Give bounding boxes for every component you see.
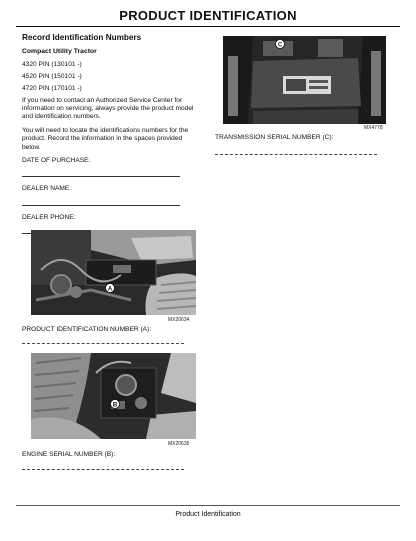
pin-4720: 4720 PIN (170101 -)	[22, 84, 82, 92]
pin-4520: 4520 PIN (150101 -)	[22, 72, 82, 80]
dealer-phone-label: DEALER PHONE:	[22, 213, 76, 221]
dealer-name-label: DEALER NAME:	[22, 185, 72, 193]
date-of-purchase-line	[22, 165, 180, 177]
engine-fig-id: MX20635	[168, 441, 190, 447]
footer-rule	[16, 505, 400, 506]
transmission-serial-entry-line	[215, 154, 377, 155]
product-id-label: PRODUCT IDENTIFICATION NUMBER (A):	[22, 326, 152, 333]
locate-paragraph: You will need to locate the identifications numbers for the product. Record the information in the spaces provided below.	[22, 126, 189, 151]
record-section	[22, 34, 202, 242]
product-fig-id: MX20634	[168, 317, 190, 323]
product-id-photo	[31, 230, 196, 315]
section-heading: Record Identification Numbers	[22, 33, 142, 42]
product-subtitle: Compact Utility Tractor	[22, 48, 97, 56]
callout-a: A	[107, 286, 113, 293]
contact-paragraph: If you need to contact an Authorized Service Center for information on servicing, always provide the product model and identification numbers.	[22, 96, 194, 121]
product-id-entry-line	[22, 343, 184, 344]
callout-c: C	[277, 42, 283, 49]
dealer-name-line	[22, 194, 180, 206]
transmission-serial-label: TRANSMISSION SERIAL NUMBER (C):	[215, 134, 334, 141]
callout-b: B	[112, 402, 118, 409]
engine-serial-photo	[31, 353, 196, 439]
transmission-serial-photo	[223, 36, 386, 124]
pin-4320: 4320 PIN (130101 -)	[22, 60, 82, 68]
engine-serial-entry-line	[22, 469, 184, 470]
date-of-purchase-label: DATE OF PURCHASE:	[22, 156, 91, 164]
footer-text: Product Identification	[175, 511, 241, 518]
transmission-fig-id: MX4778	[364, 125, 383, 131]
page-title: PRODUCT IDENTIFICATION	[16, 8, 400, 27]
engine-serial-label: ENGINE SERIAL NUMBER (B):	[22, 451, 116, 458]
